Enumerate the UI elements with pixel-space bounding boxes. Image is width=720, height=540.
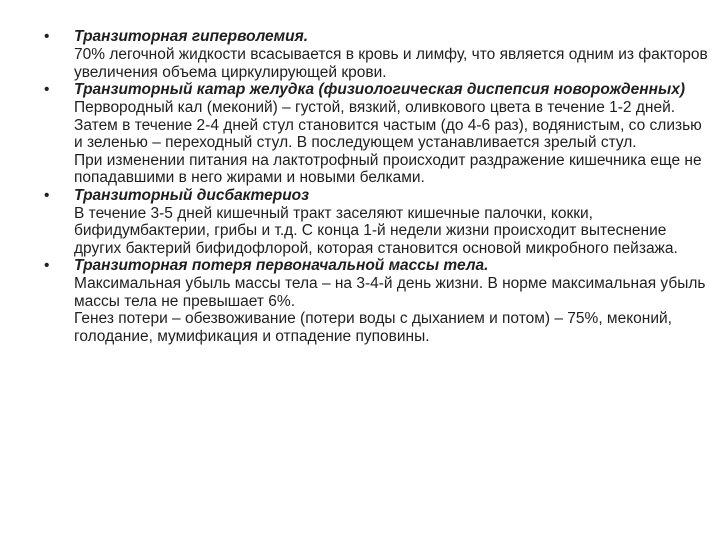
item-heading: Транзиторная потеря первоначальной массы тела. [74, 257, 489, 274]
item-heading: Транзиторный дисбактериоз [74, 186, 310, 204]
item-paragraph: Максимальная убыль массы тела – на 3-4-й день жизни. В норме максимальная убыль массы тела не превышает 6%. [74, 275, 706, 310]
item-heading: Транзиторная гиперволемия. [74, 28, 309, 45]
bullet-list [44, 28, 714, 345]
item-paragraph: 70% легочной жидкости всасывается в кровь и лимфу, что является одним из факторов увеличения объема циркулирующей крови. [74, 46, 708, 81]
bullet-icon: • [44, 257, 50, 274]
list-item-dysbacteriosis [44, 187, 714, 258]
item-paragraph: Генез потери – обезвоживание (потери воды с дыханием и потом) – 75%, меконий, голодание, мумификация и отпадение пуповины. [74, 310, 672, 345]
bullet-icon: • [44, 186, 50, 204]
bullet-icon: • [44, 28, 50, 45]
item-paragraph: Первородный кал (меконий) – густой, вязкий, оливкового цвета в течение 1-2 дней. Затем в течение 2-4 дней стул становится частым (до 4-6 раз), водянистым, со слизью и зеленью – переходный стул. В последующем устанавливается зрелый стул. [74, 99, 702, 151]
list-item-stomach-catarrh [44, 81, 714, 187]
item-paragraph: При изменении питания на лактотрофный происходит раздражение кишечника еще не попадавшими в него жирами и новыми белками. [74, 151, 702, 186]
list-item-hypervolemia [44, 28, 714, 81]
item-paragraph: В течение 3-5 дней кишечный тракт заселяют кишечные палочки, кокки, бифидумбактерии, грибы и т.д. С конца 1-й недели жизни происходит вытеснение других бактерий бифидофлорой, которая становится основой микробного пейзажа. [74, 204, 678, 257]
item-heading: Транзиторный катар желудка (физиологическая диспепсия новорожденных) [74, 81, 685, 98]
list-item-weight-loss [44, 257, 714, 345]
bullet-icon: • [44, 81, 50, 98]
